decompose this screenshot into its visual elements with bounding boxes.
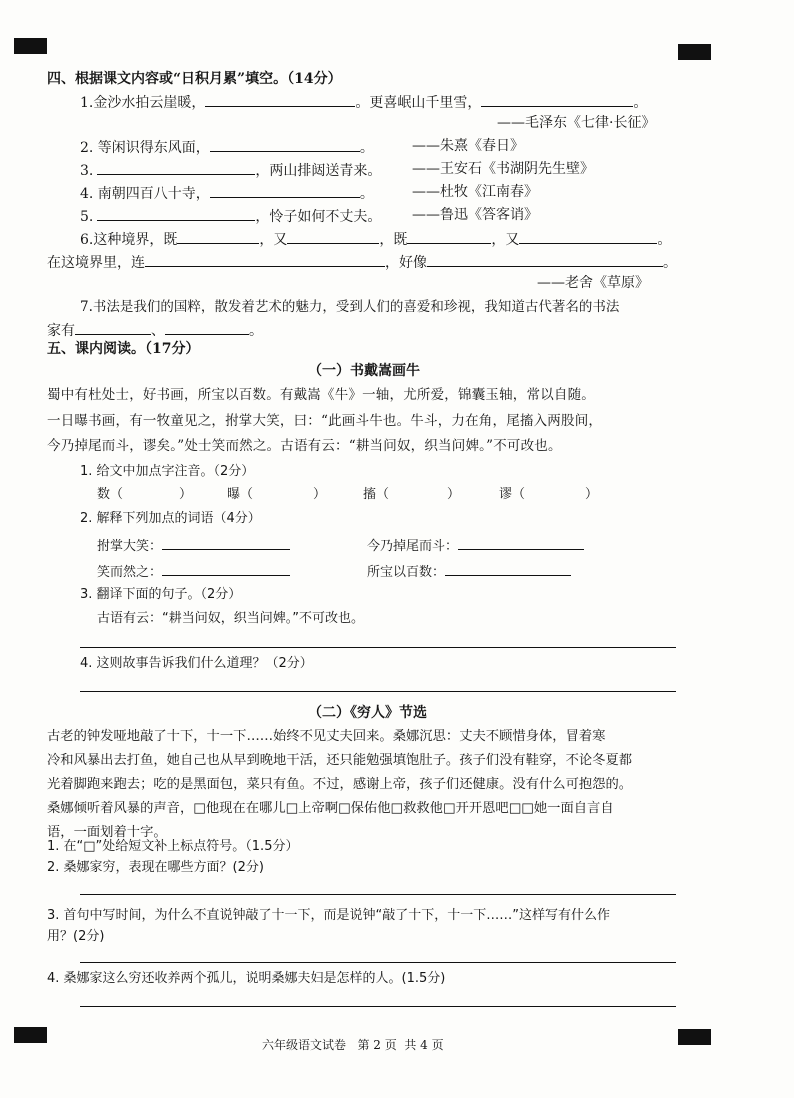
q4-1: 1.金沙水拍云崖暖， 。更喜岷山千里雪， 。 <box>80 92 647 112</box>
p2-q3-line1: 3. 首句中写时间，为什么不直说钟敲了十一下，而是说钟“敲了十下，十一下……”这样写有什么作 <box>47 908 611 923</box>
answer-blank[interactable] <box>210 183 360 198</box>
answer-blank[interactable] <box>287 229 379 244</box>
answer-blank[interactable] <box>519 229 657 244</box>
word-b: 今乃掉尾而斗： <box>367 535 584 556</box>
pinyin-item: 曝（ ） <box>227 487 327 502</box>
answer-blank[interactable] <box>210 137 360 152</box>
registration-mark-bottom-right <box>678 1029 711 1045</box>
word-d: 所宝以百数： <box>367 561 571 582</box>
answer-line[interactable] <box>80 894 676 895</box>
p2-q2: 2. 桑娜家穷，表现在哪些方面？(2分) <box>47 860 264 875</box>
q4-4: 4. 南朝四百八十寺， 。 <box>80 183 374 203</box>
answer-blank[interactable] <box>162 535 290 550</box>
p2-q1: 1. 在“□”处给短文补上标点符号。（1.5分） <box>47 839 299 854</box>
q4-3: 3. ，两山排闼送青来。 <box>80 160 381 180</box>
section5-heading: 五、课内阅读。（17分） <box>47 341 200 357</box>
p2-q4: 4. 桑娜家这么穷还收养两个孤儿，说明桑娜夫妇是怎样的人。(1.5分) <box>47 971 446 986</box>
registration-mark-top-right <box>678 44 711 60</box>
passage1-p2-line2: 今乃掉尾而斗，谬矣。”处士笑而然之。古语有云：“耕当问奴，织当问婢。”不可改也。 <box>47 438 562 454</box>
passage2-line: 古老的钟发哑地敲了十下，十一下……始终不见丈夫回来。桑娜沉思：丈夫不顾惜身体，冒着寒 <box>47 729 606 744</box>
p2-q3-line2: 用？(2分) <box>47 929 105 944</box>
word-c: 笑而然之： <box>97 561 290 582</box>
q4-2-source: ——朱熹《春日》 <box>412 138 524 154</box>
passage2-title: （二）《穷人》节选 <box>308 705 427 721</box>
q4-1-source: ——毛泽东《七律·长征》 <box>497 115 656 131</box>
answer-blank[interactable] <box>97 160 255 175</box>
answer-line[interactable] <box>80 691 676 692</box>
registration-mark-top-left <box>14 38 47 54</box>
answer-blank[interactable] <box>445 561 571 576</box>
passage1-title: （一）书戴嵩画牛 <box>308 363 420 379</box>
p1-q1: 1. 给文中加点字注音。（2分） <box>80 464 255 479</box>
q4-4-source: ——杜牧《江南春》 <box>412 184 538 200</box>
answer-blank[interactable] <box>177 229 259 244</box>
answer-blank[interactable] <box>481 92 633 107</box>
q4-2: 2. 等闲识得东风面， 。 <box>80 137 374 157</box>
answer-blank[interactable] <box>97 206 255 221</box>
pinyin-item: 数（ ） <box>97 487 193 502</box>
q4-6-source: ——老舍《草原》 <box>537 275 649 291</box>
passage2-line: 桑娜倾听着风暴的声音，□他现在在哪儿□上帝啊□保佑他□救救他□开开恩吧□□她一面自言自 <box>47 801 614 816</box>
p1-q2: 2. 解释下列加点的词语（4分） <box>80 511 261 526</box>
answer-line[interactable] <box>80 647 676 648</box>
passage1-p2-line1: 一日曝书画，有一牧童见之，拊掌大笑，曰：“此画斗牛也。牛斗，力在角，尾搐入两股间， <box>47 413 603 429</box>
answer-blank[interactable] <box>165 320 249 335</box>
p1-q3-sentence: 古语有云：“耕当问奴，织当问婢。”不可改也。 <box>97 611 364 626</box>
word-a: 拊掌大笑： <box>97 535 290 556</box>
answer-blank[interactable] <box>427 252 663 267</box>
pinyin-row <box>97 486 598 504</box>
pinyin-item: 谬（ ） <box>499 487 599 502</box>
q4-5-source: ——鲁迅《答客诮》 <box>412 207 538 223</box>
q4-6-line2: 在这境界里，连 ，好像 。 <box>47 252 677 272</box>
passage2-line: 光着脚跑来跑去；吃的是黑面包，菜只有鱼。不过，感谢上帝，孩子们还健康。没有什么可抱怨的。 <box>47 777 633 792</box>
section4-heading: 四、根据课文内容或“日积月累”填空。（14分） <box>47 71 342 87</box>
answer-line[interactable] <box>80 1006 676 1007</box>
q4-6: 6.这种境界，既 ，又 ，既 ，又 。 <box>80 229 671 249</box>
answer-blank[interactable] <box>407 229 491 244</box>
pinyin-item: 搐（ ） <box>363 487 461 502</box>
q4-5: 5. ，怜子如何不丈夫。 <box>80 206 381 226</box>
q4-3-source: ——王安石《书湖阴先生壁》 <box>412 161 594 177</box>
q4-7-line2: 家有 、 。 <box>47 320 263 340</box>
page-footer: 六年级语文试卷 第 2 页 共 4 页 <box>262 1038 444 1052</box>
answer-blank[interactable] <box>162 561 290 576</box>
passage2-line: 冷和风暴出去打鱼，她自己也从早到晚地干活，还只能勉强填饱肚子。孩子们没有鞋穿，不论冬夏都 <box>47 753 633 768</box>
answer-blank[interactable] <box>458 535 584 550</box>
answer-blank[interactable] <box>145 252 385 267</box>
passage2-line: 语，一面划着十字。 <box>47 825 167 840</box>
p1-q3: 3. 翻译下面的句子。（2分） <box>80 587 242 602</box>
registration-mark-bottom-left <box>14 1027 47 1043</box>
answer-blank[interactable] <box>75 320 151 335</box>
q4-7-line1: 7.书法是我们的国粹，散发着艺术的魅力，受到人们的喜爱和珍视，我知道古代著名的书法 <box>80 299 620 315</box>
answer-blank[interactable] <box>205 92 355 107</box>
answer-line[interactable] <box>80 962 676 963</box>
p1-q4: 4. 这则故事告诉我们什么道理？（2分） <box>80 656 313 671</box>
passage1-p1: 蜀中有杜处士，好书画，所宝以百数。有戴嵩《牛》一轴，尤所爱，锦囊玉轴，常以自随。 <box>47 387 595 403</box>
